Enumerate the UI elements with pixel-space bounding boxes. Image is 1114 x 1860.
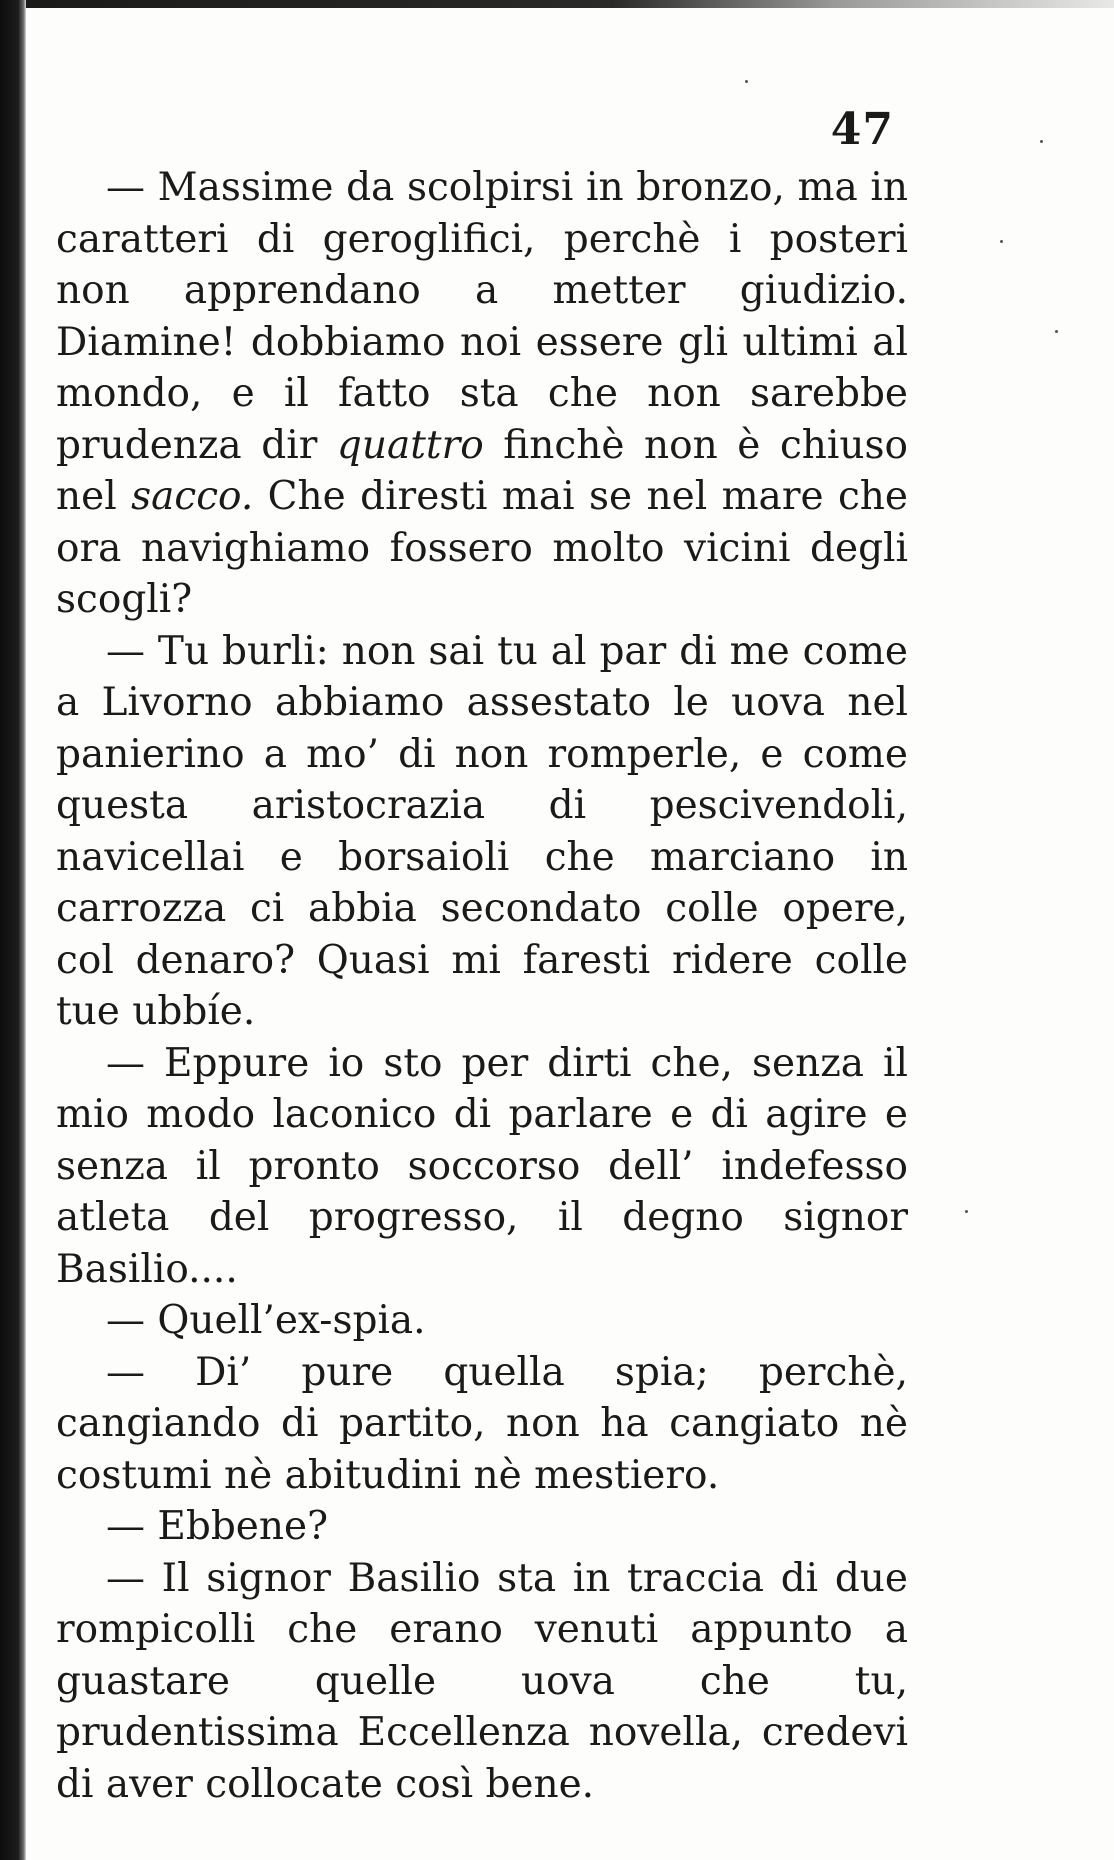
print-speck [745,80,748,83]
print-speck [965,1210,968,1213]
italic-sacco: sacco. [131,474,254,519]
page-number: 47 [830,104,894,155]
paragraph-7: — Il signor Basilio sta in traccia di due rompicolli che erano venuti appunto a guastare quelle uova che tu, prudentissima Eccellenza novella, credevi di aver collocate così bene. [56,1555,908,1807]
body-text [56,162,908,1810]
paragraph-5: — Di’ pure quella spia; perchè, cangiando di partito, non ha cangiato nè costumi nè abitudini nè mestiero. [56,1349,908,1498]
paragraph-1-before: — Massime da scolpirsi in bronzo, ma in caratteri di geroglifici, perchè i posteri non apprendano a metter giudizio. Diamine! dobbiamo noi essere gli ultimi al mondo, e il fatto sta che non sarebbe prudenza dir [56,165,908,468]
paragraph-1-middle: finchè non è chiuso nel [56,422,908,519]
top-page-edge [0,0,1114,8]
print-speck [1040,140,1043,143]
print-speck [1055,330,1058,333]
paragraph-1 [56,162,908,626]
paragraph-3: — Eppure io sto per dirti che, senza il mio modo laconico di parlare e di agire e senza il pronto soccorso dell’ indefesso atleta del progresso, il degno signor Basilio.... [56,1040,908,1292]
binding-edge [0,0,26,1860]
print-speck [1000,240,1003,243]
paragraph-1-after: Che diresti mai se nel mare che ora navighiamo fossero molto vicini degli scogli? [56,474,908,622]
paragraph-4: — Quell’ex-spia. [106,1298,426,1343]
italic-quattro: quattro [336,422,484,468]
paragraph-2: — Tu burli: non sai tu al par di me come a Livorno abbiamo assestato le uova nel panierino a mo’ di non romperle, e come questa aristocrazia di pescivendoli, navicellai e borsaioli che marciano in carrozza ci abbia secondato colle opere, col denaro? Quasi mi faresti ridere colle tue ubbíe. [56,628,908,1034]
paragraph-6: — Ebbene? [106,1504,328,1549]
